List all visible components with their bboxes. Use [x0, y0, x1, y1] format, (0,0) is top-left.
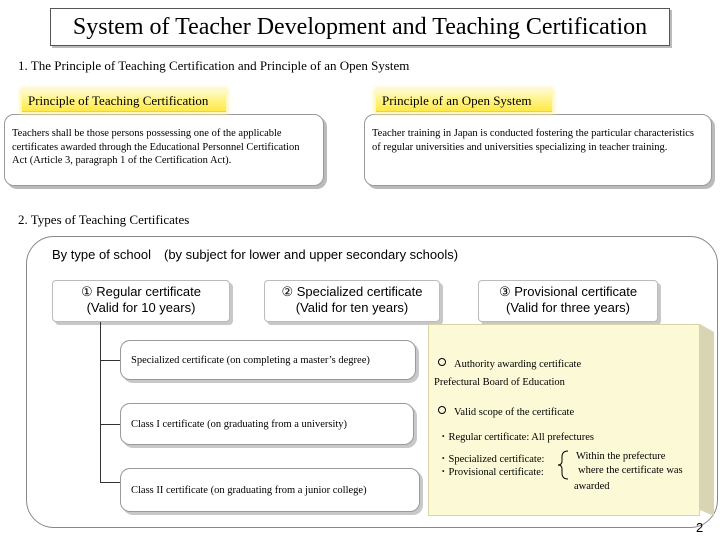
class-one-text: Class I certificate (on graduating from a university) — [131, 418, 348, 430]
note-fold-shadow — [700, 324, 714, 516]
teaching-certification-text: Teachers shall be those persons possessing one of the applicable certificates awarded through the Educational Personnel Certification Act (Article 3, paragraph 1 of the Certification Act). — [12, 128, 300, 166]
by-type-caption: By type of school (by subject for lower and upper secondary schools) — [52, 247, 459, 262]
specialized-masters-certificate — [120, 340, 416, 380]
scope-label-row — [438, 406, 574, 419]
box-spacer — [12, 119, 316, 127]
teaching-certification-label: Principle of Teaching Certification — [22, 90, 226, 112]
authority-value: Prefectural Board of Education — [434, 377, 565, 388]
bracket-connector-2 — [100, 424, 120, 425]
specialized-certificate-name: ② Specialized certificate — [281, 284, 423, 299]
within-prefecture-line3: awarded — [574, 481, 610, 492]
circle-bullet-icon — [438, 406, 446, 414]
within-prefecture-line1: Within the prefecture — [576, 451, 666, 462]
class-two-certificate — [120, 468, 420, 512]
section1-heading: 1. The Principle of Teaching Certification and Principle of an Open System — [18, 58, 410, 73]
bracket-connector-3 — [100, 482, 120, 483]
provisional-certificate-name: ③ Provisional certificate — [498, 284, 638, 299]
bracket-vertical-line — [100, 322, 101, 482]
circle-bullet-icon — [438, 358, 446, 366]
section2-heading: 2. Types of Teaching Certificates — [18, 212, 190, 227]
page-title: System of Teacher Development and Teaching Certification — [50, 8, 670, 46]
provisional-certificate-validity: (Valid for three years) — [505, 300, 631, 315]
specialized-certificate-validity: (Valid for ten years) — [295, 300, 409, 315]
class-two-text: Class II certificate (on graduating from a junior college) — [131, 484, 367, 496]
authority-label: Authority awarding certificate — [454, 359, 582, 370]
specialized-masters-text: Specialized certificate (on completing a master’s degree) — [131, 354, 370, 366]
open-system-text: Teacher training in Japan is conducted fostering the particular characteristics of regular universities and universities specializing in teacher training. — [372, 128, 695, 153]
within-prefecture-line2: where the certificate was — [578, 465, 683, 476]
open-system-box — [364, 114, 712, 186]
scope-specialized: ・Specialized certificate: — [438, 454, 545, 465]
certificate-notes-panel — [428, 324, 700, 516]
regular-certificate-validity: (Valid for 10 years) — [86, 300, 196, 315]
teaching-certification-box — [4, 114, 324, 186]
regular-certificate-box — [52, 280, 230, 322]
specialized-certificate-box — [264, 280, 440, 322]
box-spacer — [372, 119, 704, 127]
class-one-certificate — [120, 403, 414, 445]
brace-path — [558, 451, 568, 479]
scope-regular: ・Regular certificate: All prefectures — [438, 432, 594, 443]
bracket-connector-1 — [100, 360, 120, 361]
scope-provisional: ・Provisional certificate: — [438, 467, 544, 478]
authority-label-row — [438, 358, 581, 371]
open-system-label: Principle of an Open System — [376, 90, 552, 112]
brace-icon — [556, 449, 572, 481]
regular-certificate-name: ① Regular certificate — [80, 284, 202, 299]
scope-label: Valid scope of the certificate — [454, 407, 575, 418]
page-number: 2 — [696, 520, 704, 535]
provisional-certificate-box — [478, 280, 658, 322]
